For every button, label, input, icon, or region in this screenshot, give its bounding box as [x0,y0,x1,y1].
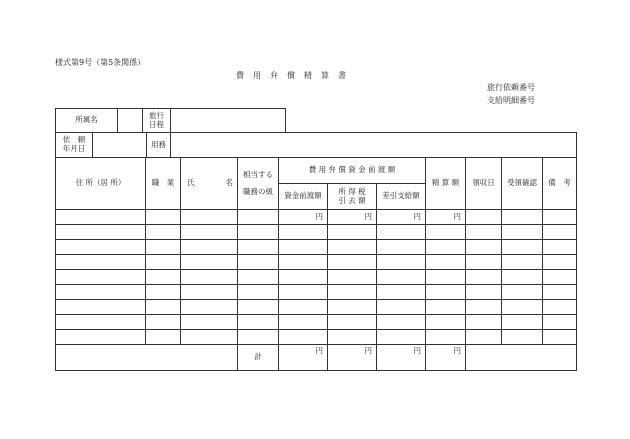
total-label: 計 [238,345,279,371]
income-tax-cell[interactable] [328,300,377,315]
net-payment-cell[interactable] [377,270,426,285]
confirmation-cell[interactable] [502,300,543,315]
job-grade-cell[interactable] [238,225,279,240]
settlement-cell[interactable] [426,330,466,345]
settlement-cell[interactable] [426,270,466,285]
confirmation-cell[interactable] [502,270,543,285]
receipt-date-cell[interactable] [466,270,502,285]
settlement-cell[interactable] [426,240,466,255]
address-cell[interactable] [56,330,146,345]
table-row [56,225,577,240]
settlement-cell[interactable]: 円 [426,210,466,225]
expense-table [55,157,577,371]
advance-amount-cell[interactable] [279,300,328,315]
income-tax-cell[interactable] [328,240,377,255]
address-cell[interactable] [56,210,146,225]
net-payment-cell[interactable] [377,285,426,300]
total-settlement[interactable]: 円 [426,345,466,371]
remarks-cell[interactable] [543,210,577,225]
settlement-cell[interactable] [426,300,466,315]
name-cell[interactable] [181,255,238,270]
income-tax-cell[interactable] [328,270,377,285]
occupation-cell[interactable] [146,210,181,225]
table-row [56,255,577,270]
remarks-cell[interactable] [543,240,577,255]
occupation-cell[interactable] [146,330,181,345]
name-cell[interactable] [181,210,238,225]
net-payment-cell[interactable] [377,225,426,240]
form-number: 様式第9号（第5条関係） [55,58,146,67]
settlement-cell[interactable] [426,225,466,240]
business-label: 用務 [147,133,171,158]
receipt-date-cell[interactable] [466,210,502,225]
net-payment-cell[interactable] [377,255,426,270]
receipt-date-cell[interactable] [466,330,502,345]
advance-amount-cell[interactable] [279,330,328,345]
header-info-table [55,108,577,158]
advance-amount-cell[interactable] [279,285,328,300]
address-cell[interactable] [56,300,146,315]
confirmation-cell[interactable] [502,240,543,255]
receipt-date-cell[interactable] [466,225,502,240]
income-tax-cell[interactable] [328,255,377,270]
advance-amount-cell[interactable] [279,315,328,330]
settlement-cell[interactable] [426,255,466,270]
table-row [56,270,577,285]
travel-schedule-label: 旅行 日程 [143,109,171,133]
occupation-cell[interactable] [146,315,181,330]
net-payment-cell[interactable] [377,315,426,330]
occupation-cell[interactable] [146,240,181,255]
net-payment-header: 差引支給額 [377,184,426,210]
address-header: 住 所（居 所） [56,158,146,210]
table-row [56,315,577,330]
net-payment-cell[interactable]: 円 [377,210,426,225]
remarks-cell[interactable] [543,300,577,315]
request-date-label: 依 頼 年月日 [56,133,93,158]
table-row [56,330,577,345]
occupation-cell[interactable] [146,300,181,315]
confirmation-cell[interactable] [502,225,543,240]
job-grade-cell[interactable] [238,210,279,225]
name-cell[interactable] [181,240,238,255]
receipt-date-header: 領収日 [466,158,502,210]
net-payment-cell[interactable] [377,240,426,255]
business-value[interactable] [171,133,577,158]
receipt-date-cell[interactable] [466,300,502,315]
income-tax-cell[interactable]: 円 [328,210,377,225]
job-grade-header: 相当する 職務の級 [238,158,279,210]
job-grade-cell[interactable] [238,240,279,255]
advance-amount-header: 資金前渡額 [279,184,328,210]
confirmation-cell[interactable] [502,285,543,300]
confirmation-cell[interactable] [502,330,543,345]
advance-amount-cell[interactable] [279,270,328,285]
travel-schedule-value[interactable] [171,109,286,133]
travel-request-number-label: 旅行依頼番号 [487,83,535,92]
net-payment-cell[interactable] [377,330,426,345]
name-cell[interactable] [181,225,238,240]
name-cell[interactable] [181,330,238,345]
advance-payment-group-header: 費 用 弁 償 資 金 前 渡 額 [279,158,426,184]
income-tax-header: 所 得 税 引 去 額 [328,184,377,210]
table-row [56,285,577,300]
affiliation-value[interactable] [118,109,143,133]
income-tax-cell[interactable] [328,225,377,240]
advance-amount-cell[interactable]: 円 [279,210,328,225]
remarks-cell[interactable] [543,330,577,345]
occupation-cell[interactable] [146,255,181,270]
income-tax-cell[interactable] [328,330,377,345]
settlement-header: 精 算 額 [426,158,466,210]
receipt-date-cell[interactable] [466,240,502,255]
occupation-header: 職 業 [146,158,181,210]
remarks-cell[interactable] [543,255,577,270]
confirmation-cell[interactable] [502,210,543,225]
name-cell[interactable] [181,300,238,315]
remarks-cell[interactable] [543,285,577,300]
address-cell[interactable] [56,315,146,330]
job-grade-cell[interactable] [238,315,279,330]
confirmation-cell[interactable] [502,315,543,330]
address-cell[interactable] [56,285,146,300]
receipt-date-cell[interactable] [466,315,502,330]
total-net-payment[interactable]: 円 [377,345,426,371]
address-cell[interactable] [56,255,146,270]
remarks-header: 備 考 [543,158,577,210]
settlement-cell[interactable] [426,285,466,300]
total-spacer [56,345,238,371]
address-cell[interactable] [56,240,146,255]
remarks-cell[interactable] [543,270,577,285]
income-tax-cell[interactable] [328,315,377,330]
settlement-cell[interactable] [426,315,466,330]
document-title: 費用弁償精算書 [236,71,355,80]
request-date-value[interactable] [93,133,147,158]
total-blank [466,345,577,371]
occupation-cell[interactable] [146,225,181,240]
income-tax-cell[interactable] [328,285,377,300]
total-advance-amount[interactable]: 円 [279,345,328,371]
receipt-date-cell[interactable] [466,255,502,270]
occupation-cell[interactable] [146,270,181,285]
advance-amount-cell[interactable] [279,255,328,270]
address-cell[interactable] [56,270,146,285]
name-header: 氏 名 [181,158,238,210]
name-cell[interactable] [181,285,238,300]
advance-amount-cell[interactable] [279,225,328,240]
table-row [56,210,577,225]
advance-amount-cell[interactable] [279,240,328,255]
remarks-cell[interactable] [543,225,577,240]
name-cell[interactable] [181,315,238,330]
confirmation-header: 受領確認 [502,158,543,210]
receipt-date-cell[interactable] [466,285,502,300]
job-grade-cell[interactable] [238,300,279,315]
remarks-cell[interactable] [543,315,577,330]
total-income-tax[interactable]: 円 [328,345,377,371]
table-row [56,300,577,315]
net-payment-cell[interactable] [377,300,426,315]
confirmation-cell[interactable] [502,255,543,270]
occupation-cell[interactable] [146,285,181,300]
address-cell[interactable] [56,225,146,240]
table-row [56,240,577,255]
job-grade-cell[interactable] [238,330,279,345]
job-grade-cell[interactable] [238,285,279,300]
name-cell[interactable] [181,270,238,285]
payment-detail-number-label: 支給明細番号 [487,96,535,105]
affiliation-label: 所属名 [56,109,118,133]
job-grade-cell[interactable] [238,255,279,270]
job-grade-cell[interactable] [238,270,279,285]
